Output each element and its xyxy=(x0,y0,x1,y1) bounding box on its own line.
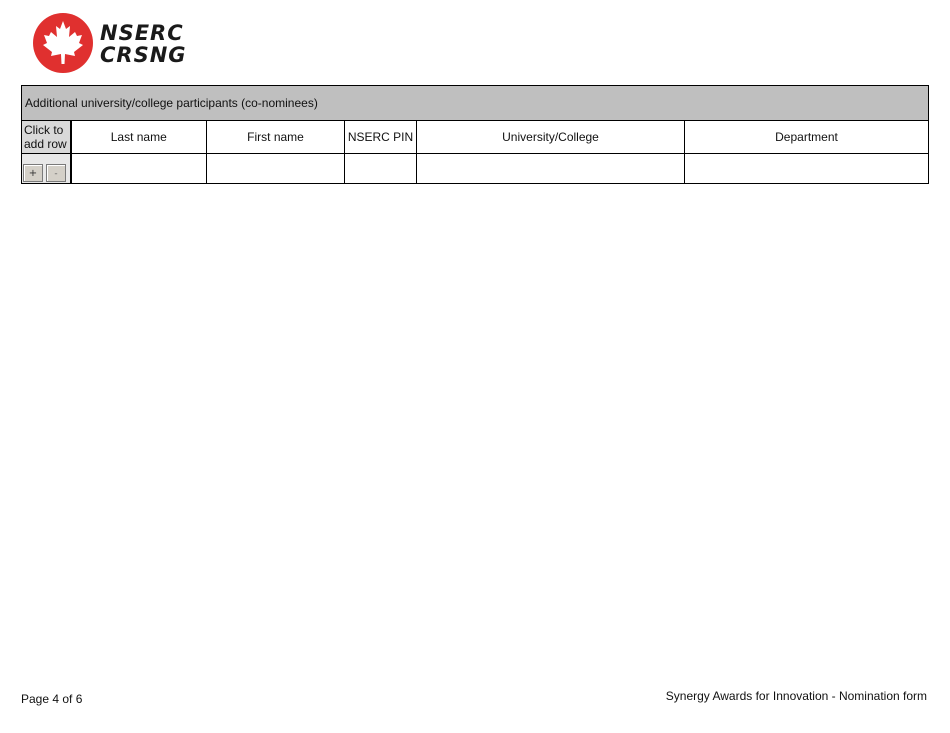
column-header-last-name: Last name xyxy=(71,121,207,154)
last-name-input[interactable] xyxy=(72,155,207,183)
nserc-pin-cell xyxy=(345,154,417,184)
page-number: Page 4 of 6 xyxy=(21,692,83,706)
add-row-label-line2: add row xyxy=(24,137,67,151)
add-row-label-line1: Click to xyxy=(24,123,64,137)
logo-wordmark xyxy=(100,22,187,66)
column-header-nserc-pin: NSERC PIN xyxy=(345,121,417,154)
form-title: Synergy Awards for Innovation - Nomination form xyxy=(665,689,927,703)
first-name-input[interactable] xyxy=(207,155,344,183)
first-name-cell xyxy=(207,154,345,184)
remove-row-button[interactable]: - xyxy=(46,164,66,182)
column-header-university: University/College xyxy=(417,121,685,154)
row-controls xyxy=(22,154,71,184)
nserc-pin-input[interactable] xyxy=(345,155,416,183)
column-header-first-name: First name xyxy=(207,121,345,154)
department-cell xyxy=(685,154,929,184)
maple-leaf-icon xyxy=(32,12,94,74)
section-title: Additional university/college participants (co-nominees) xyxy=(22,86,929,121)
co-nominees-table xyxy=(21,85,929,184)
department-input[interactable] xyxy=(685,155,928,183)
logo-line-crsng: CRSNG xyxy=(100,43,187,67)
logo-line-nserc: NSERC xyxy=(100,21,184,45)
university-input[interactable] xyxy=(417,155,684,183)
last-name-cell xyxy=(71,154,207,184)
table-row xyxy=(22,154,929,184)
university-cell xyxy=(417,154,685,184)
add-row-label xyxy=(22,121,71,154)
nserc-logo xyxy=(32,12,192,76)
add-row-button[interactable]: + xyxy=(23,164,43,182)
column-header-department: Department xyxy=(685,121,929,154)
